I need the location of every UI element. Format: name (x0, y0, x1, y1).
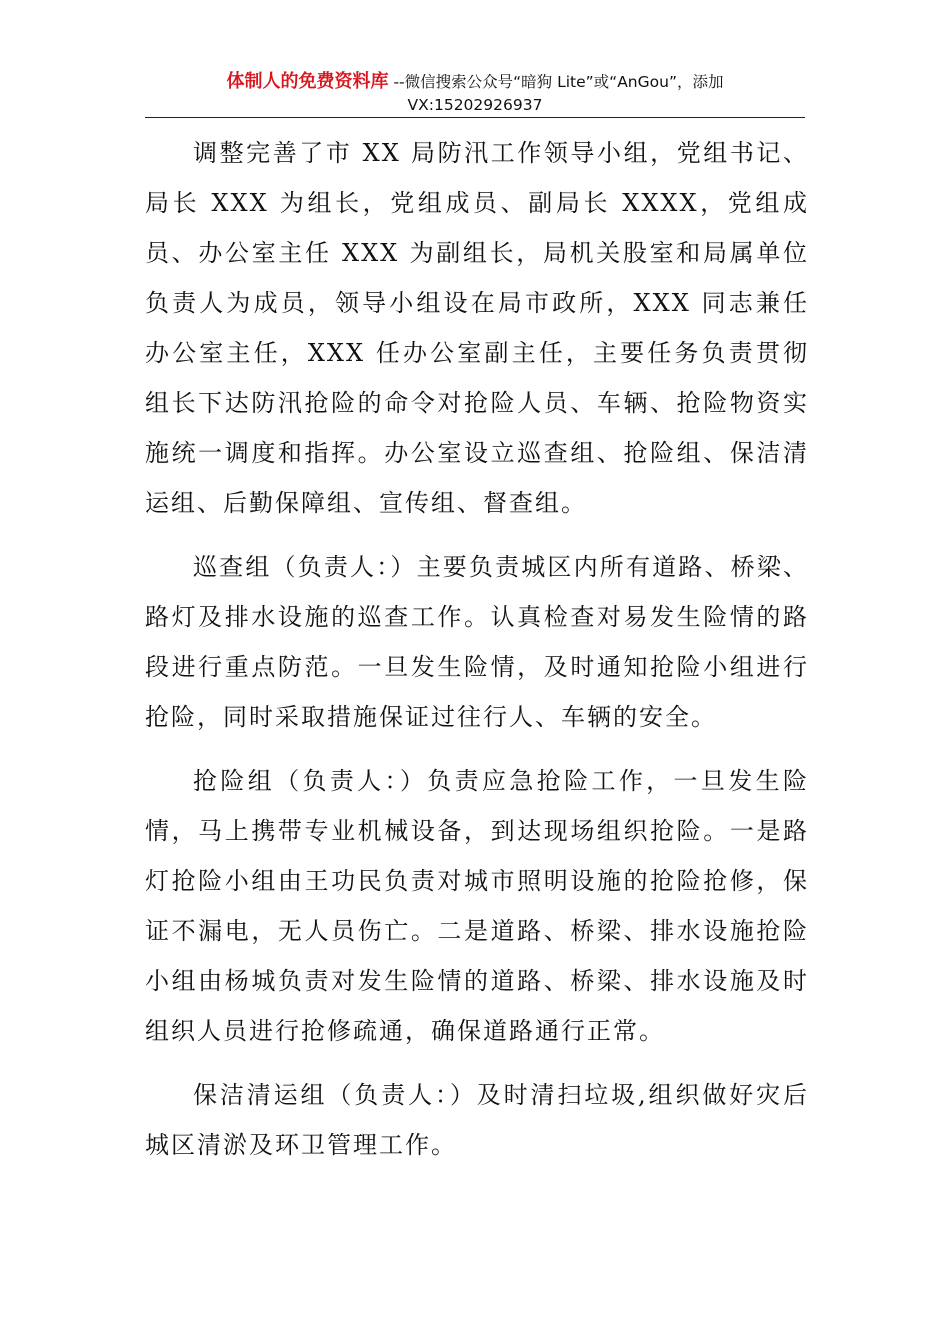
header-divider (145, 117, 805, 118)
header-line-2: VX:15202926937 (407, 96, 543, 114)
paragraph: 抢险组（负责人：）负责应急抢险工作，一旦发生险情，马上携带专业机械设备，到达现场组织抢险。一是路灯抢险小组由王功民负责对城市照明设施的抢险抢修，保证不漏电，无人员伤亡。二是道路、桥梁、排水设施抢险小组由杨城负责对发生险情的道路、桥梁、排水设施及时组织人员进行抢修疏通，确保道路通行正常。 (145, 767, 809, 1045)
paragraph: 巡查组（负责人：）主要负责城区内所有道路、桥梁、路灯及排水设施的巡查工作。认真检查对易发生险情的路段进行重点防范。一旦发生险情，及时通知抢险小组进行抢险，同时采取措施保证过往行人、车辆的安全。 (145, 553, 809, 731)
header-line-1 (145, 70, 805, 94)
paragraph: 保洁清运组（负责人：）及时清扫垃圾,组织做好灾后城区清淤及环卫管理工作。 (145, 1081, 809, 1159)
page-header (145, 70, 805, 117)
header-notice: --微信搜索公众号“暗狗 Lite”或“AnGou”，添加 (388, 73, 724, 91)
document-body (145, 128, 809, 1184)
paragraph: 调整完善了市 XX 局防汛工作领导小组，党组书记、局长 XXX 为组长，党组成员、副局长 XXXX，党组成员、办公室主任 XXX 为副组长，局机关股室和局属单位负责人为成员，领导小组设在局市政所，XXX 同志兼任办公室主任，XXX 任办公室副主任，主要任务负责贯彻组长下达防汛抢险的命令对抢险人员、车辆、抢险物资实施统一调度和指挥。办公室设立巡查组、抢险组、保洁清运组、后勤保障组、宣传组、督查组。 (145, 139, 809, 517)
header-brand: 体制人的免费资料库 (226, 71, 389, 92)
